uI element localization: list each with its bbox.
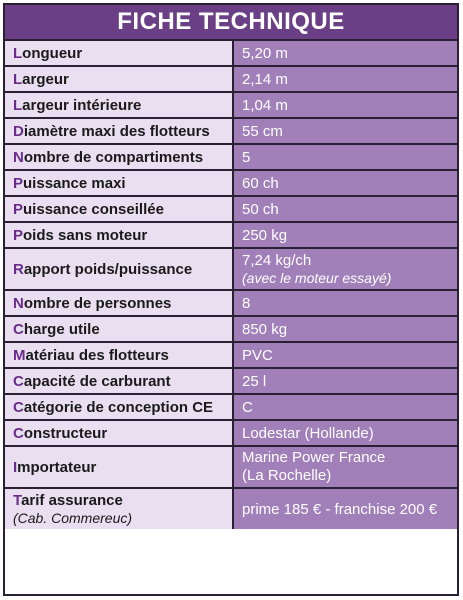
spec-value-cell [233,196,457,222]
spec-value: 5,20 m [242,44,288,62]
spec-label: Charge utile [13,320,100,338]
spec-row [5,420,457,446]
spec-value: 1,04 m [242,96,288,114]
spec-label-cell [5,488,233,529]
spec-value-cell [233,394,457,420]
spec-value-cell [233,222,457,248]
spec-value-cell [233,290,457,316]
spec-value-cell [233,368,457,394]
spec-value-cell [233,316,457,342]
spec-table [5,39,457,529]
spec-row [5,394,457,420]
spec-row [5,118,457,144]
spec-label: Nombre de personnes [13,294,172,312]
spec-label: Longueur [13,44,83,62]
spec-label-cell [5,118,233,144]
spec-row [5,40,457,66]
spec-label: Catégorie de conception CE [13,398,214,416]
spec-value: C [242,398,253,416]
spec-label-cell [5,342,233,368]
spec-value: 60 ch [242,174,279,192]
spec-row [5,92,457,118]
spec-row [5,144,457,170]
spec-value: 2,14 m [242,70,288,88]
spec-row [5,248,457,290]
spec-value: 50 ch [242,200,279,218]
spec-value-note: (avec le moteur essayé) [242,269,392,286]
spec-label: Importateur [13,458,97,476]
spec-value: 8 [242,294,251,312]
spec-row [5,488,457,529]
spec-value-cell [233,342,457,368]
spec-value: PVC [242,346,273,364]
spec-value-cell [233,248,457,290]
spec-label-cell [5,144,233,170]
spec-label-cell [5,446,233,488]
spec-label: Puissance maxi [13,174,126,192]
spec-value-cell [233,420,457,446]
spec-label: Nombre de compartiments [13,148,204,166]
spec-label-cell [5,66,233,92]
spec-label: Puissance conseillée [13,200,164,218]
spec-row [5,368,457,394]
spec-label-cell [5,368,233,394]
spec-label: Constructeur [13,424,108,442]
spec-value: 55 cm [242,122,283,140]
spec-label: Capacité de carburant [13,372,171,390]
spec-label-cell [5,196,233,222]
spec-row [5,196,457,222]
spec-value: prime 185 € - franchise 200 € [242,500,438,518]
spec-row [5,222,457,248]
spec-sheet [3,3,459,596]
spec-row [5,170,457,196]
spec-row [5,66,457,92]
spec-label-cell [5,40,233,66]
spec-row [5,446,457,488]
spec-label-cell [5,290,233,316]
spec-row [5,290,457,316]
spec-label-cell [5,420,233,446]
spec-value-cell [233,144,457,170]
spec-value-line2: (La Rochelle) [242,467,332,484]
spec-value: Marine Power France [242,449,386,466]
spec-label: Tarif assurance [13,491,123,509]
spec-value-cell [233,446,457,488]
spec-value: 25 l [242,372,267,390]
spec-label: Poids sans moteur [13,226,148,244]
spec-row [5,342,457,368]
spec-label: Matériau des flotteurs [13,346,169,364]
spec-value-cell [233,66,457,92]
spec-label-cell [5,170,233,196]
spec-value: 5 [242,148,251,166]
sheet-title: FICHE TECHNIQUE [5,5,457,39]
spec-label: Diamètre maxi des flotteurs [13,122,210,140]
spec-label: Rapport poids/puissance [13,260,193,278]
spec-value-cell [233,488,457,529]
spec-value-cell [233,40,457,66]
spec-label-cell [5,248,233,290]
spec-value: Lodestar (Hollande) [242,424,374,442]
spec-label-cell [5,222,233,248]
spec-label-cell [5,316,233,342]
spec-value: 7,24 kg/ch [242,251,312,269]
spec-value: 250 kg [242,226,288,244]
spec-value-cell [233,118,457,144]
spec-value-cell [233,170,457,196]
spec-label-cell [5,92,233,118]
spec-row [5,316,457,342]
spec-label: Largeur [13,70,69,88]
spec-label-note: (Cab. Commereuc) [13,509,133,526]
spec-value-cell [233,92,457,118]
spec-label: Largeur intérieure [13,96,142,114]
spec-label-cell [5,394,233,420]
spec-value: 850 kg [242,320,288,338]
